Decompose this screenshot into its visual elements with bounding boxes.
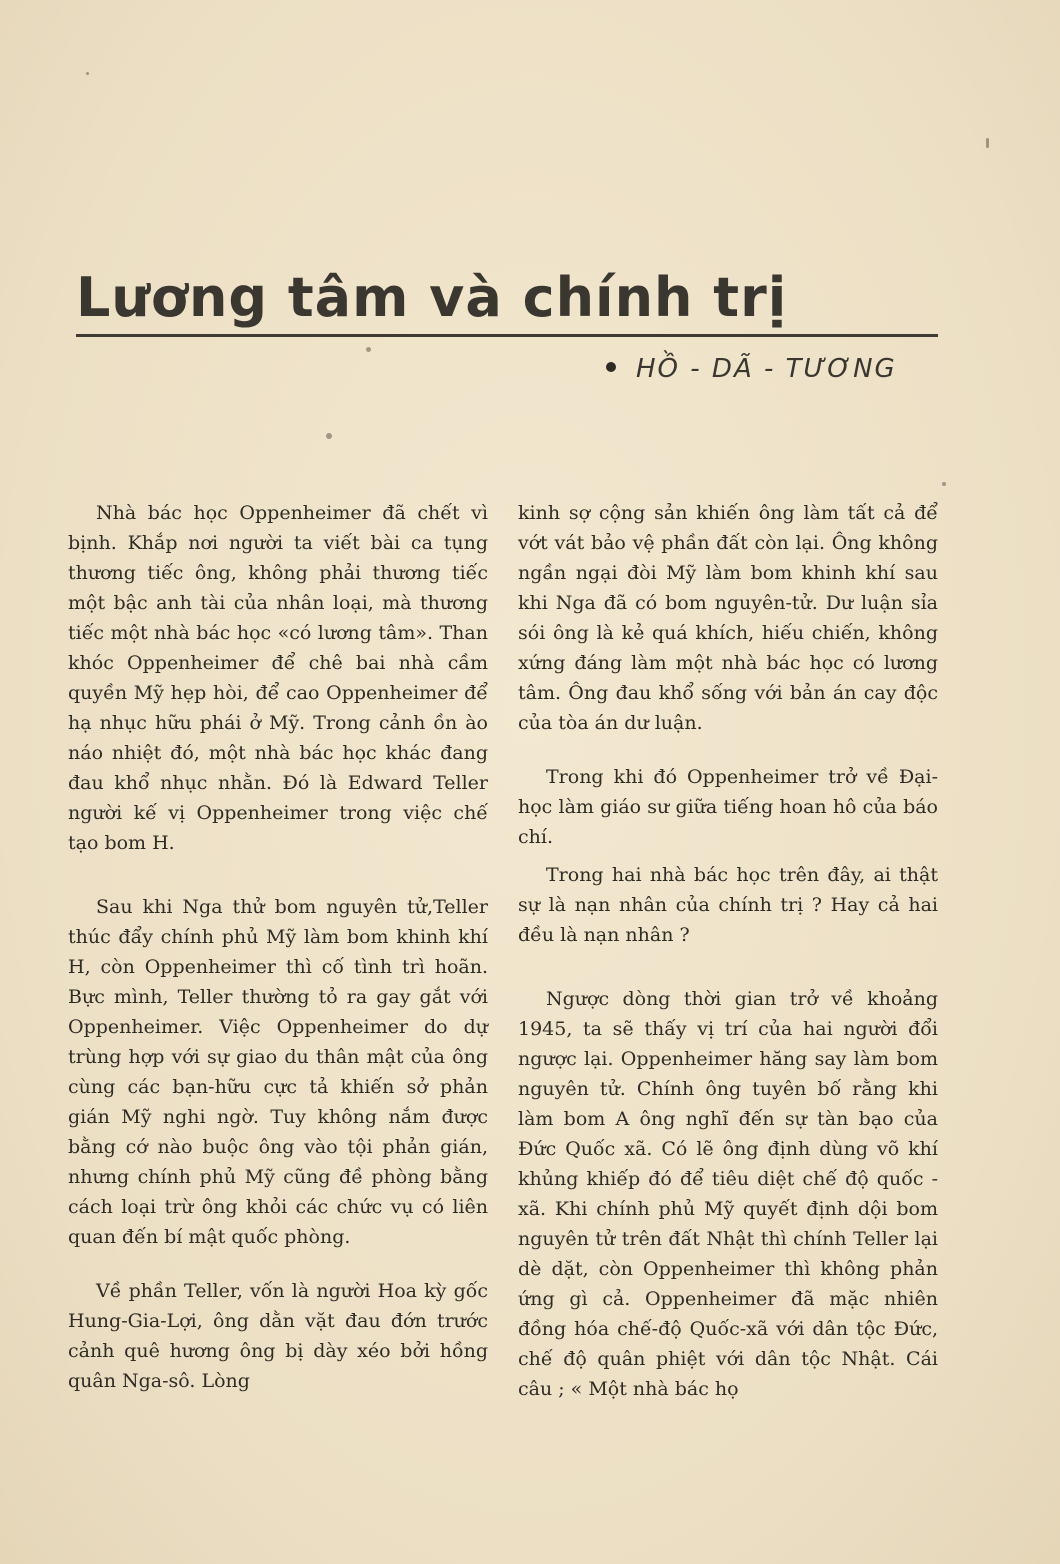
ink-speck xyxy=(986,138,989,148)
paragraph: Sau khi Nga thử bom nguyên tử,Teller thúc đẩy chính phủ Mỹ làm bom khinh khí H, còn Oppenheimer thì cố tình trì hoãn. Bực mình, Teller thường tỏ ra gay gắt với Oppenheimer. Việc Oppenheimer do dự trùng hợp với sự giao du thân mật của ông cùng các bạn-hữu cực tả khiến sở phản gián Mỹ nghi ngờ. Tuy không nắm được bằng cớ nào buộc ông vào tội phản gián, nhưng chính phủ Mỹ cũng đề phòng bằng cách loại trừ ông khỏi các chức vụ có liên quan đến bí mật quốc phòng. xyxy=(68,896,488,1248)
ink-speck xyxy=(942,482,946,486)
left-column xyxy=(68,498,488,1396)
article-title: Lương tâm và chính trị xyxy=(76,266,788,329)
paragraph: Trong khi đó Oppenheimer trở về Đại-học làm giáo sư giữa tiếng hoan hô của báo chí. xyxy=(518,766,938,848)
bullet-icon xyxy=(606,362,616,372)
paragraph: Nhà bác học Oppenheimer đã chết vì bịnh. Khắp nơi người ta viết bài ca tụng thương tiếc ông, không phải thương tiếc một bậc anh tài của nhân loại, mà thương tiếc một nhà bác học «có lương tâm». Than khóc Oppenheimer để chê bai nhà cầm quyền Mỹ hẹp hòi, để cao Oppenheimer để hạ nhục hữu phái ở Mỹ. Trong cảnh ồn ào náo nhiệt đó, một nhà bác học khác đang đau khổ nhục nhằn. Đó là Edward Teller người kế vị Oppenheimer trong việc chế tạo bom H. xyxy=(68,502,488,854)
title-underline xyxy=(76,334,938,337)
paragraph: kinh sợ cộng sản khiến ông làm tất cả để vớt vát bảo vệ phần đất còn lại. Ông không ngần ngại đòi Mỹ làm bom khinh khí sau khi Nga đã có bom nguyên-tử. Dư luận sỉa sói ông là kẻ quá khích, hiếu chiến, không xứng đáng làm một nhà bác học có lương tâm. Ông đau khổ sống với bản án cay độc của tòa án dư luận. xyxy=(518,502,938,734)
ink-speck xyxy=(366,347,371,352)
paragraph: Trong hai nhà bác học trên đây, ai thật sự là nạn nhân của chính trị ? Hay cả hai đều là nạn nhân ? xyxy=(518,864,938,946)
ink-speck xyxy=(86,72,89,75)
author-byline xyxy=(606,354,897,384)
ink-speck xyxy=(326,433,332,439)
paragraph: Về phần Teller, vốn là người Hoa kỳ gốc Hung-Gia-Lợi, ông dằn vặt đau đớn trước cảnh quê hương ông bị dày xéo bởi hồng quân Nga-sô. Lòng xyxy=(68,1280,488,1392)
right-column xyxy=(518,498,938,1404)
author-name: HỒ - DÃ - TƯƠNG xyxy=(636,354,897,384)
paragraph: Ngược dòng thời gian trở về khoảng 1945, ta sẽ thấy vị trí của hai người đổi ngược lại. Oppenheimer hăng say làm bom nguyên tử. Chính ông tuyên bố rằng khi làm bom A ông nghĩ đến sự tàn bạo của Đức Quốc xã. Có lẽ ông định dùng võ khí khủng khiếp đó để tiêu diệt chế độ quốc - xã. Khi chính phủ Mỹ quyết định dội bom nguyên tử trên đất Nhật thì chính Teller lại dè dặt, còn Oppenheimer thì không phản ứng gì cả. Oppenheimer đã mặc nhiên đồng hóa chế-độ Quốc-xã với dân tộc Đức, chế độ quân phiệt với dân tộc Nhật. Cái câu ; « Một nhà bác họ xyxy=(518,988,938,1400)
